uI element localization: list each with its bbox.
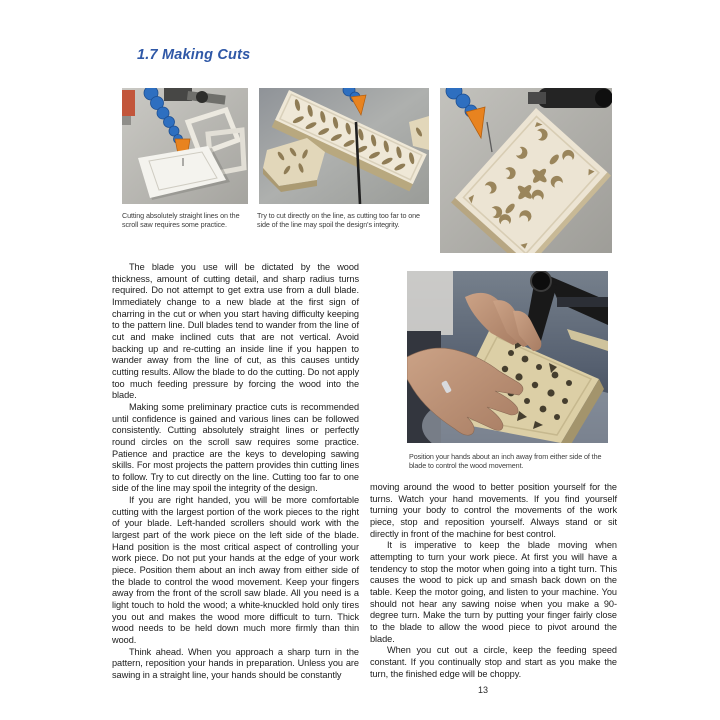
paragraph: The blade you use will be dictated by the wood thickness, amount of cutting detail, and sharp radius turns required. Do not attempt to get extra use from a dull blade. Immediately change to a new blade at the first sign of charring in the cut or when you start having difficulty keeping to the pattern line. Dull blades tend to wander from the line of cut and make inclined cuts that are not vertical. Avoid backing up and re-cutting an inside line if you happen to wander away from the line of cut, as this causes untidy cutting results. Allow the blade to do the cutting. Do not apply too much feeding pressure by forcing the wood into the blade. xyxy=(112,262,359,401)
photo-illustration xyxy=(259,88,429,204)
paragraph: Making some preliminary practice cuts is recommended until confidence is gained and various lines can be followed consistently. Cutting absolutely straight lines or perfectly round circles on the scroll saw requires some practice. Patience and practice are the keys to developing sawing skills. For most projects the pattern provides thin cutting lines to follow. Try to cut directly on the line. Cutting too far to one side of the line may spoil the integrity of the design. xyxy=(112,401,359,494)
section-heading: 1.7 Making Cuts xyxy=(137,47,251,63)
page-number: 13 xyxy=(477,685,488,695)
photo-illustration xyxy=(407,271,608,443)
figure-caption: Cutting absolutely straight lines on the scroll saw requires some practice. xyxy=(122,211,240,230)
paragraph: If you are right handed, you will be more comfortable cutting with the largest portion of the work pieces to the right of your blade. Left-handed scrollers should work with the largest part of the work piece on the left side of the blade. Hand position is the most critical aspect of controlling your work piece. Do not put your hands at the edge of your work piece. Position them about an inch away from either side of the blade to control the wood movement. Keep your fingers away from the front of the scroll saw blade. All you need is a light touch to hold the wood; a white-knuckled hold only tires you out and makes the wood more difficult to turn. Thick wood needs to be held down much more firmly than thin wood. xyxy=(112,495,359,645)
photo-illustration xyxy=(122,88,248,204)
body-text-right-column xyxy=(370,482,617,679)
figure-caption: Position your hands about an inch away from either side of the blade to control the wood movement. xyxy=(409,452,602,471)
paragraph: Think ahead. When you approach a sharp turn in the pattern, reposition your hands in preparation. Unless you are sawing in a straight line, your hands should be constantly xyxy=(112,646,359,680)
hand-position-photo xyxy=(407,271,608,443)
paragraph: moving around the wood to better position yourself for the turns. Watch your hand movements. If you find yourself turning your body to control the movements of the work piece, stop and reposition yourself. Always stand or sit directly in front of the machine for best control. xyxy=(370,482,617,539)
ornate-fretwork-panel-photo xyxy=(440,88,612,253)
figure-caption: Try to cut directly on the line, as cutting too far to one side of the line may spoil the design's integrity. xyxy=(257,211,420,230)
scroll-saw-straight-cut-photo xyxy=(122,88,248,204)
fretwork-strip-cutting-photo xyxy=(259,88,429,204)
body-text-left-column xyxy=(112,262,359,680)
paragraph: When you cut out a circle, keep the feeding speed constant. If you continually stop and start as you make the turn, the finished edge will be choppy. xyxy=(370,645,617,679)
paragraph: It is imperative to keep the blade moving when attempting to turn your work piece. At first you will have a tendency to stop the motor when going into a tight turn. This causes the wood to pick up and smash back down on the table. Keep the motor going, and listen to your machine. You should not hear any sawing noise when you make a 90-degree turn. Make the turn by putting your finger fairly close to the blade to allow the wood piece to pivot around the blade. xyxy=(370,540,617,644)
photo-illustration xyxy=(440,88,612,253)
